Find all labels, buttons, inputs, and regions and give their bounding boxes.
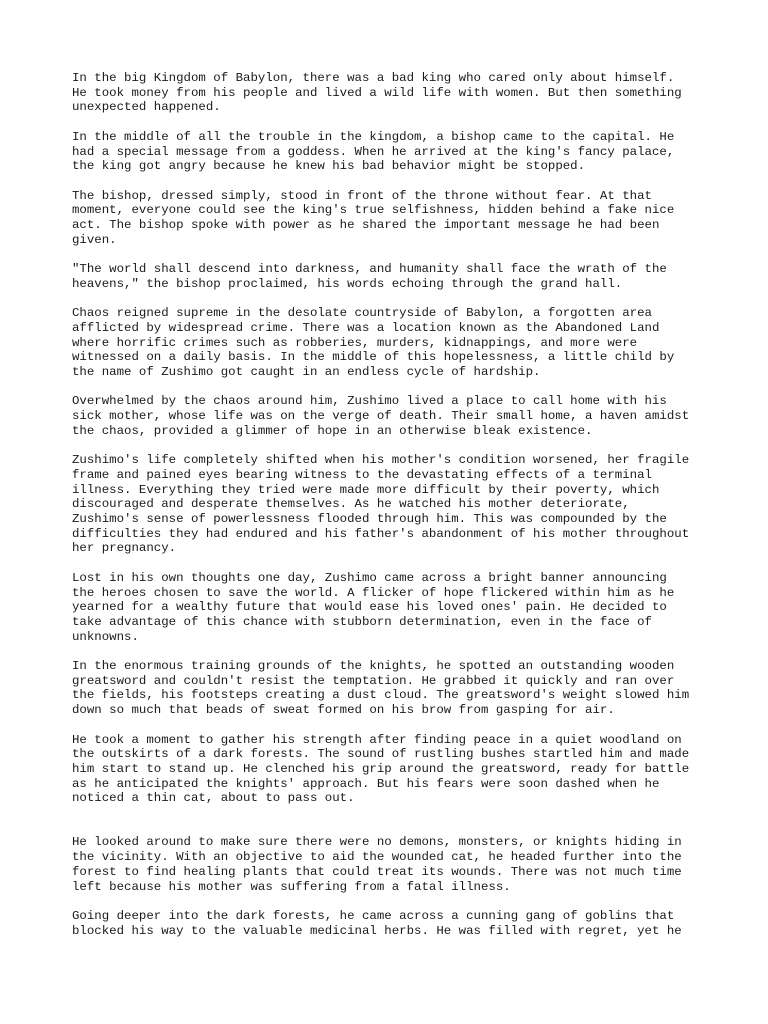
paragraph-12: Going deeper into the dark forests, he came across a cunning gang of goblins that blocked his way to the valuable medicinal herbs. He was filled with regret, yet he: [72, 908, 682, 938]
paragraph-5: Chaos reigned supreme in the desolate countryside of Babylon, a forgotten area afflicted by widespread crime. There was a location known as the Abandoned Land where horrific crimes such as robberies, murders, kidnappings, and more were witnessed on a daily basis. In the middle of this hopelessness, a little child by the name of Zushimo got caught in an endless cycle of hardship.: [72, 306, 675, 379]
paragraph-8: Lost in his own thoughts one day, Zushimo came across a bright banner announcing the heroes chosen to save the world. A flicker of hope flickered within him as he yearned for a wealthy future that would ease his loved ones' pain. He decided to take advantage of this chance with stubborn determination, even in the face of unknowns.: [72, 570, 675, 644]
paragraph-6: Overwhelmed by the chaos around him, Zushimo lived a place to call home with his sick mother, whose life was on the verge of death. Their small home, a haven amidst the chaos, provided a glimmer of hope in an otherwise bleak existence.: [72, 394, 690, 438]
paragraph-3: The bishop, dressed simply, stood in front of the throne without fear. At that moment, everyone could see the king's true selfishness, hidden behind a fake nice act. The bishop spoke with power as he shared the important message he had been given.: [72, 188, 675, 247]
paragraph-1: In the big Kingdom of Babylon, there was a bad king who cared only about himself. He took money from his people and lived a wild life with women. But then something unexpected happened.: [72, 71, 682, 115]
document-page: [72, 71, 712, 953]
paragraph-10: He took a moment to gather his strength after finding peace in a quiet woodland on the outskirts of a dark forests. The sound of rustling bushes startled him and made him start to stand up. He clenched his grip around the greatsword, ready for battle as he anticipated the knights' approach. But his fears were soon dashed when he noticed a thin cat, about to pass out.: [72, 732, 690, 806]
paragraph-4: "The world shall descend into darkness, and humanity shall face the wrath of the heavens," the bishop proclaimed, his words echoing through the grand hall.: [72, 262, 667, 291]
paragraph-2: In the middle of all the trouble in the kingdom, a bishop came to the capital. He had a special message from a goddess. When he arrived at the king's fancy palace, the king got angry because he knew his bad behavior might be stopped.: [72, 129, 675, 174]
paragraph-9: In the enormous training grounds of the knights, he spotted an outstanding wooden greatsword and couldn't resist the temptation. He grabbed it quickly and ran over the fields, his footsteps creating a dust cloud. The greatsword's weight slowed him down so much that beads of sweat formed on his brow from gasping for air.: [72, 659, 690, 718]
paragraph-7: Zushimo's life completely shifted when his mother's condition worsened, her fragile frame and pained eyes bearing witness to the devastating effects of a terminal illness. Everything they tried were made more difficult by their poverty, which discouraged and desperate themselves. As he watched his mother deteriorate, Zushimo's sense of powerlessness flooded through him. This was compounded by the difficulties they had endured and his father's abandonment of his mother throughout her pregnancy.: [72, 453, 690, 556]
paragraph-11: He looked around to make sure there were no demons, monsters, or knights hiding in the vicinity. With an objective to aid the wounded cat, he headed further into the forest to find healing plants that could treat its wounds. There was not much time left because his mother was suffering from a fatal illness.: [72, 835, 682, 894]
